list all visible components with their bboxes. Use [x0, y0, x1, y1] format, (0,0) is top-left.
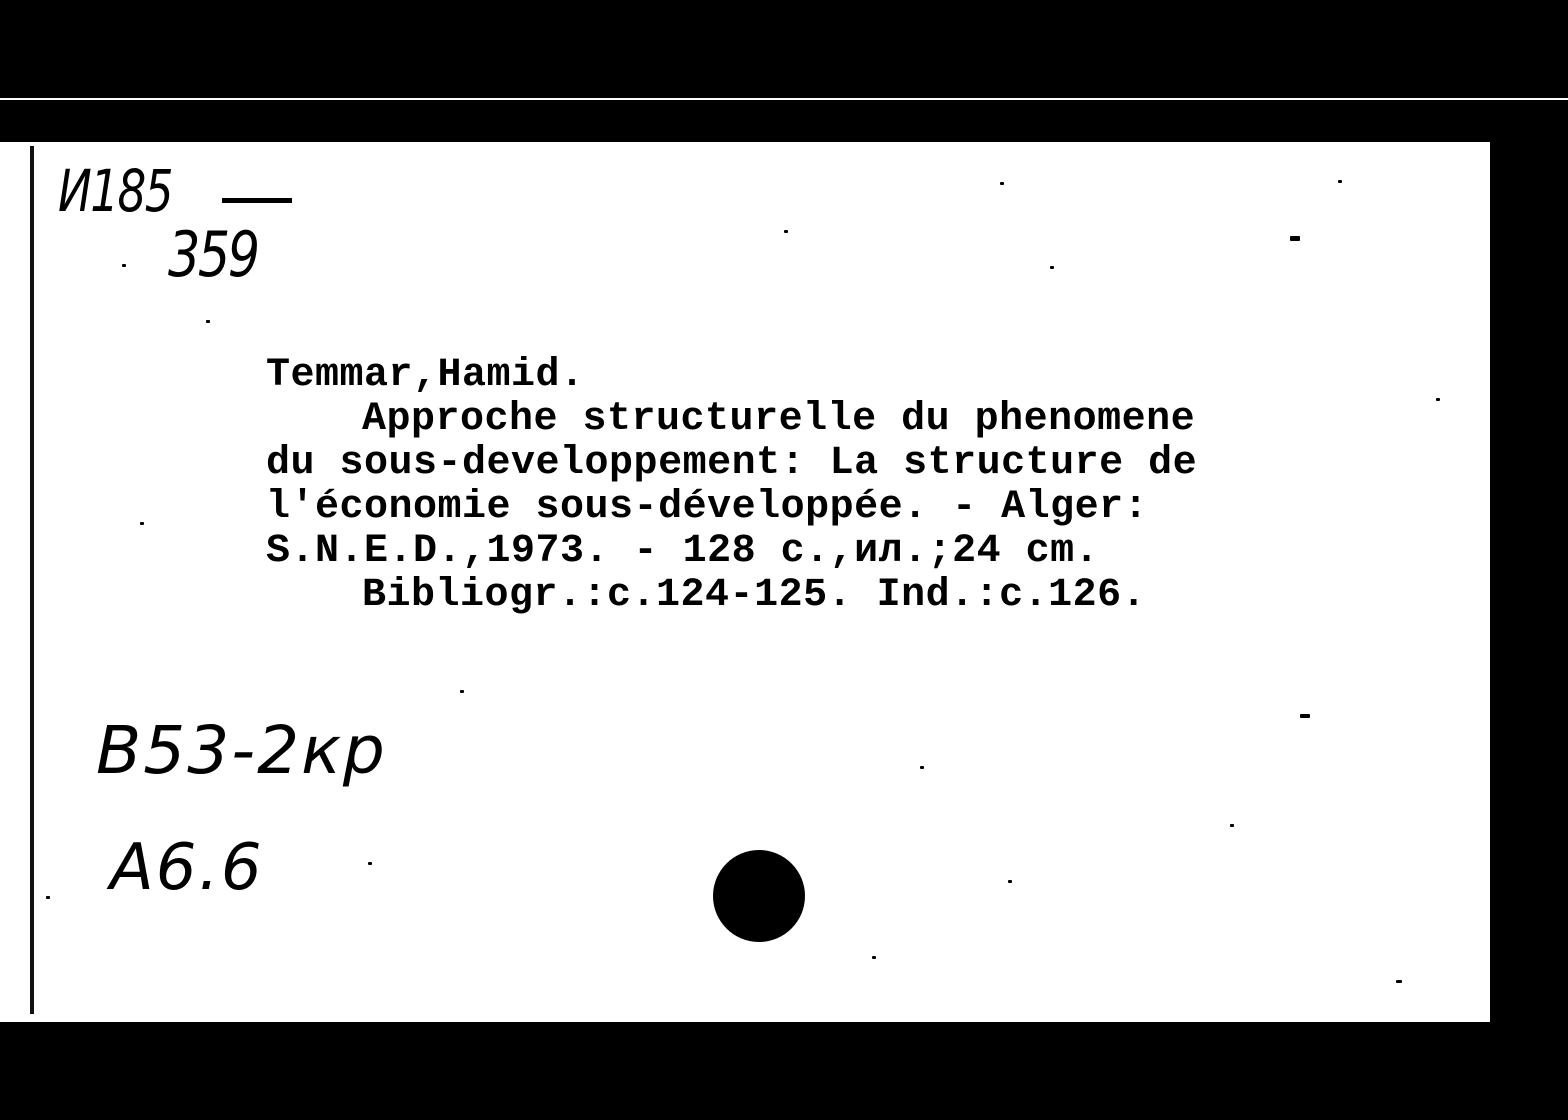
speck: [140, 522, 144, 525]
entry-title-line: du sous-developpement: La structure de: [266, 441, 1198, 486]
entry-author: Temmar,Hamid.: [266, 353, 585, 398]
speck: [920, 766, 924, 769]
speck: [1338, 180, 1342, 183]
catalog-card: [0, 142, 1490, 1022]
speck: [1000, 182, 1004, 185]
speck: [784, 230, 788, 233]
speck: [1008, 880, 1012, 883]
entry-title-line: Approche structurelle du phenomene: [362, 397, 1196, 442]
speck: [1396, 980, 1402, 983]
speck: [460, 690, 464, 693]
shelf-mark-bottom: 359: [168, 218, 258, 291]
speck: [206, 320, 210, 323]
speck: [872, 956, 876, 959]
speck: [46, 896, 50, 899]
call-number-secondary: A6.6: [110, 831, 264, 905]
punch-hole: [713, 850, 805, 942]
speck: [1230, 824, 1234, 827]
speck: [1290, 236, 1300, 241]
top-rule: [0, 98, 1568, 100]
speck: [1300, 714, 1310, 718]
speck: [368, 862, 372, 865]
shelf-mark-bar: [222, 198, 292, 203]
speck: [1436, 398, 1440, 401]
entry-title-line: l'économie sous-développée. - Alger:: [266, 485, 1149, 530]
entry-imprint: S.N.E.D.,1973. - 128 c.,ил.;24 cm.: [266, 529, 1100, 574]
speck: [122, 264, 126, 267]
entry-notes: Bibliogr.:c.124-125. Ind.:c.126.: [362, 573, 1147, 618]
bibliographic-entry: [266, 354, 1197, 618]
card-left-rule: [30, 146, 34, 1014]
shelf-mark-top: И185: [58, 157, 172, 225]
call-number-primary: В53-2кр: [96, 712, 387, 789]
speck: [1050, 266, 1054, 269]
